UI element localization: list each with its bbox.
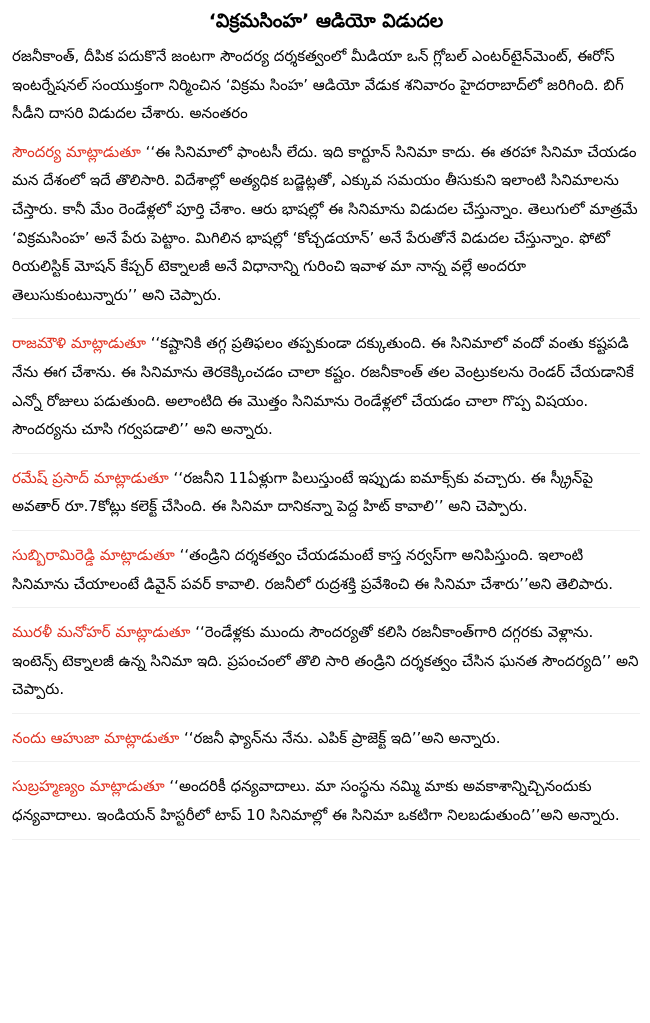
quote-text: ‘‘రజనీ ఫ్యాన్‌ను నేను. ఎపిక్ ప్రాజెక్ట్ ఇది’’అని అన్నారు. [179,728,501,747]
speaker-name: సుబ్రహ్మణ్యం మాట్లాడుతూ [12,777,165,796]
speaker-name: రాజమౌళి మాట్లాడుతూ [12,334,146,353]
speaker-name: మురళీ మనోహర్ మాట్లాడుతూ [12,623,191,642]
quote-text: ‘‘కష్టానికి తగ్గ ప్రతిఫలం తప్పకుండా దక్కుతుంది. ఈ సినిమాలో వందో వంతు కష్టపడి నేను ఈగ చేశాను. ఈ సినిమాను తెరకెక్కించడం చాలా కష్టం. రజనీకాంత్ తల వెంట్రుకలను రెండర్ చేయడానికే ఎన్నో రోజులు పడుతుంది. అలాంటిది ఈ మొత్తం సినిమాను రెండేళ్లలో చేయడం చాలా గొప్ప విషయం. సౌందర్యను చూసి గర్వపడాలి’’ అని అన్నారు. [12,334,634,439]
speaker-name: సుబ్బిరామిరెడ్డి మాట్లాడుతూ [12,545,175,564]
quote-paragraph-murali-manohar [12,618,640,714]
quote-text: ‘‘ఈ సినిమాలో ఫాంటసీ లేదు. ఇది కార్టూన్ సినిమా కాదు. ఈ తరహా సినిమా చేయడం మన దేశంలో ఇదే తొలిసారి. విదేశాల్లో అత్యధిక బడ్జెట్లతో, ఎక్కువ సమయం తీసుకుని ఇలాంటి సినిమాలను చేస్తారు. కానీ మేం రెండేళ్లలో పూర్తి చేశాం. ఆరు భాషల్లో ఈ సినిమాను విడుదల చేస్తున్నాం. తెలుగులో మాత్రమే ‘విక్రమసింహ’ అనే పేరు పెట్టాం. మిగిలిన భాషల్లో ‘కోచ్చడయాన్’ అనే పేరుతోనే విడుదల చేస్తున్నాం. ఫోటో రియలిస్టిక్ మోషన్ కేప్చర్ టెక్నాలజీ అనే విధానాన్ని గురించి ఇవాళ మా నాన్న వల్లే అందరూ తెలుసుకుంటున్నారు’’ అని చెప్పారు. [12,142,638,304]
quote-paragraph-soundarya [12,138,640,320]
article-title: ‘విక్రమసింహ’ ఆడియో విడుదల [208,10,444,32]
quote-paragraph-ramesh-prasad [12,464,640,531]
quote-text: ‘‘అందరికీ ధన్యవాదాలు. మా సంస్థను నమ్మి మాకు అవకాశాన్నిచ్చినందుకు ధన్యవాదాలు. ఇండియన్ హిస్టరీలో టాప్ 10 సినిమాల్లో ఈ సినిమా ఒకటిగా నిలబడుతుంది’’అని అన్నారు. [12,777,620,825]
quote-text: ‘‘తండ్రిని దర్శకత్వం చేయడమంటే కాస్త నర్వస్‌గా అనిపిస్తుంది. ఇలాంటి సినిమాను చేయాలంటే డివైన్ పవర్ కావాలి. రజనీలో రుద్రశక్తి ప్రవేశించి ఈ సినిమా చేశారు’’అని తెలిపారు. [12,545,613,593]
quote-paragraph-subbiramireddy [12,541,640,608]
quote-paragraph-rajamouli [12,329,640,453]
speaker-name: రమేష్ ప్రసాద్ మాట్లాడుతూ [12,468,169,487]
intro-paragraph: రజనీకాంత్, దీపిక పదుకొనే జంటగా సౌందర్య దర్శకత్వంలో మీడియా ఒన్ గ్లోబల్ ఎంటర్‌టైన్‌మెంట్, ఈరోస్ ఇంటర్నేషనల్ సంయుక్తంగా నిర్మించిన ‘విక్రమ సింహ’ ఆడియో వేడుక శనివారం హైదరాబాద్‌లో జరిగింది. బిగ్ సీడీని దాసరి విడుదల చేశారు. అనంతరం [12,47,624,123]
quote-text: ‘‘రెండేళ్లకు ముందు సౌందర్యతో కలిసి రజనీకాంత్‌గారి దగ్గరకు వెళ్లాను. ఇంటెన్స్ టెక్నాలజీ ఉన్న సినిమా ఇది. ప్రపంచంలో తొలి సారి తండ్రిని దర్శకత్వం చేసిన ఘనత సౌందర్యది’’ అని చెప్పారు. [12,623,639,699]
quote-paragraph-nandu-ahuja [12,724,640,763]
quote-paragraph-subrahmanyam [12,772,640,839]
speaker-name: నందు ఆహుజా మాట్లాడుతూ [12,728,180,747]
speaker-name: సౌందర్య మాట్లాడుతూ [12,142,141,161]
quote-text: ‘‘రజనీని 11ఏళ్లుగా పిలుస్తుంటే ఇప్పుడు ఐమాక్స్‌కు వచ్చారు. ఈ స్క్రీన్‌పై అవతార్ రూ.7కోట్లు కలెక్ట్ చేసింది. ఈ సినిమా దానికన్నా పెద్ద హిట్ కావాలి’’ అని చెప్పారు. [12,468,593,516]
